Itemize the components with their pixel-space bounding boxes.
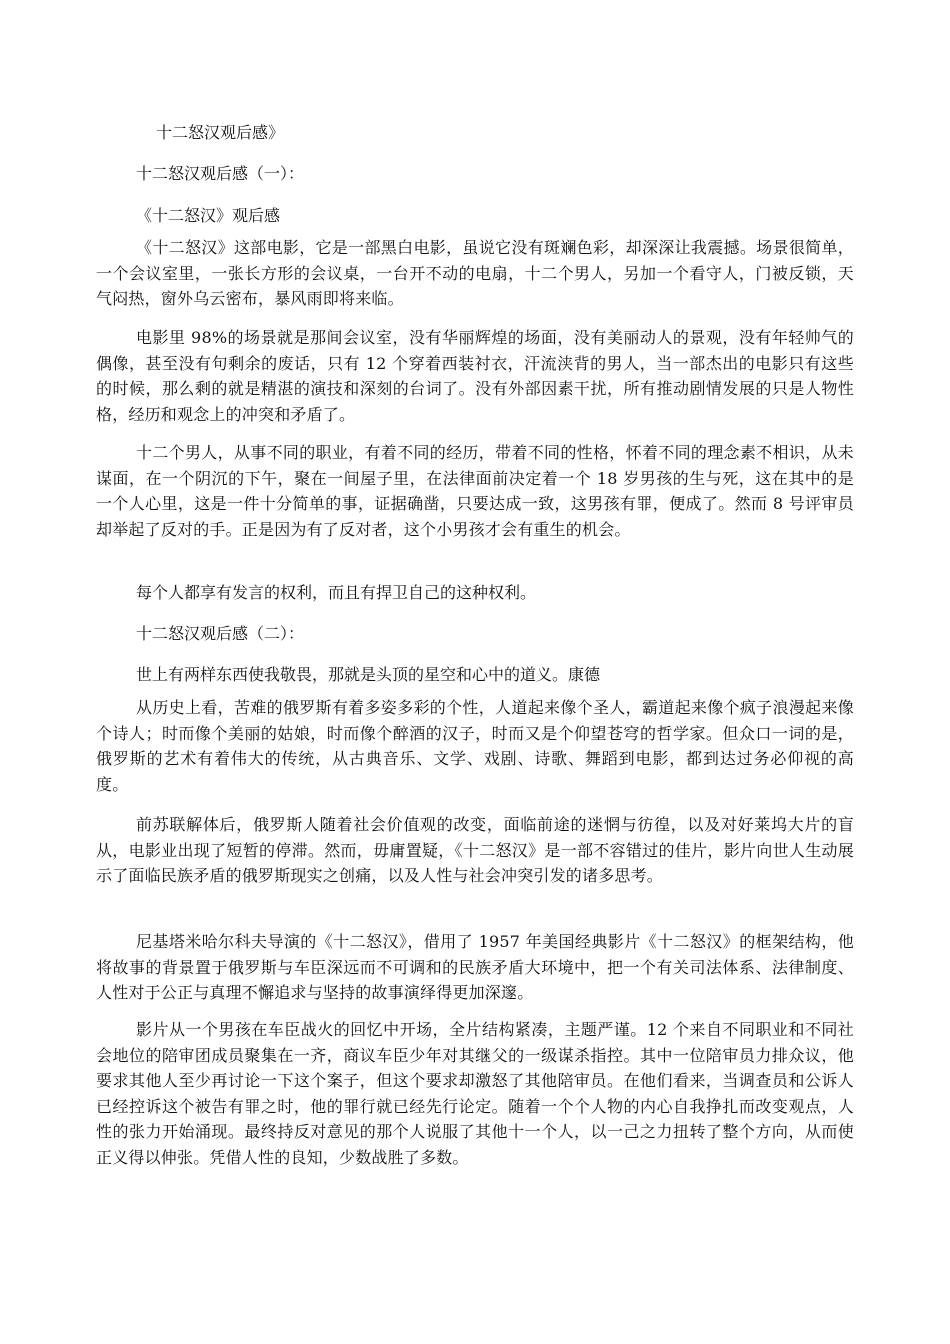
paragraph: 电影里 98%的场景就是那间会议室，没有华丽辉煌的场面，没有美丽动人的景观，没有年轻帅气的偶像，甚至没有句剩余的废话，只有 12 个穿着西装衬衣，汗流浃背的男人，当一部杰出的电影只有这些的时候，那么剩的就是精湛的演技和深刻的台词了。没有外部因素干扰，所有推动剧情发展的只是人物性格，经历和观念上的冲突和矛盾了。: [96, 328, 854, 424]
section-heading-1: 十二怒汉观后感（一）：: [136, 164, 305, 183]
paragraph: 从历史上看，苦难的俄罗斯有着多姿多彩的个性，人道起来像个圣人，霸道起来像个疯子浪漫起来像个诗人；时而像个美丽的姑娘，时而像个醉酒的汉子，时而又是个仰望苍穹的哲学家。但众口一词的是，俄罗斯的艺术有着伟大的传统，从古典音乐、文学、戏剧、诗歌、舞蹈到电影，都到达过务必仰视的高度。: [96, 698, 854, 794]
paragraph: 尼基塔米哈尔科夫导演的《十二怒汉》，借用了 1957 年美国经典影片《十二怒汉》的框架结构，他将故事的背景置于俄罗斯与车臣深远而不可调和的民族矛盾大环境中，把一个有关司法体系、法律制度、人性对于公正与真理不懈追求与坚持的故事演绎得更加深邃。: [96, 932, 854, 1002]
document-title-line: 十二怒汉观后感》: [156, 123, 285, 142]
kant-quote: 世上有两样东西使我敬畏，那就是头顶的星空和心中的道义。康德: [136, 665, 601, 684]
paragraph: 影片从一个男孩在车臣战火的回忆中开场，全片结构紧凑，主题严谨。12 个来自不同职业和不同社会地位的陪审团成员聚集在一齐，商议车臣少年对其继父的一级谋杀指控。其中一位陪审员力排众议，他要求其他人至少再讨论一下这个案子，但这个要求却激怒了其他陪审员。在他们看来，当调查员和公诉人已经控诉这个被告有罪之时，他的罪行就已经先行论定。随着一个个人物的内心自我挣扎而改变观点，人性的张力开始涌现。最终持反对意见的那个人说服了其他十一个人，以一己之力扭转了整个方向，从而使正义得以伸张。凭借人性的良知，少数战胜了多数。: [96, 1020, 854, 1167]
paragraph: 《十二怒汉》这部电影，它是一部黑白电影，虽说它没有斑斓色彩，却深深让我震撼。场景很简单，一个会议室里，一张长方形的会议桌，一台开不动的电扇，十二个男人，另加一个看守人，门被反锁，天气闷热，窗外乌云密布，暴风雨即将来临。: [96, 238, 854, 308]
section-heading-2: 十二怒汉观后感（二）：: [136, 624, 305, 643]
section-subtitle-1: 《十二怒汉》观后感: [136, 206, 281, 225]
closing-statement: 每个人都享有发言的权利，而且有捍卫自己的这种权利。: [136, 583, 537, 602]
paragraph: 十二个男人，从事不同的职业，有着不同的经历，带着不同的性格，怀着不同的理念素不相识，从未谋面，在一个阴沉的下午，聚在一间屋子里，在法律面前决定着一个 18 岁男孩的生与死，这在其中的是一个人心里，这是一件十分简单的事，证据确凿，只要达成一致，这男孩有罪，便成了。然而 8 号评审员却举起了反对的手。正是因为有了反对者，这个小男孩才会有重生的机会。: [96, 443, 854, 539]
paragraph: 前苏联解体后，俄罗斯人随着社会价值观的改变，面临前途的迷惘与彷徨，以及对好莱坞大片的盲从，电影业出现了短暂的停滞。然而，毋庸置疑，《十二怒汉》是一部不容错过的佳片，影片向世人生动展示了面临民族矛盾的俄罗斯现实之创痛，以及人性与社会冲突引发的诸多思考。: [96, 815, 854, 885]
